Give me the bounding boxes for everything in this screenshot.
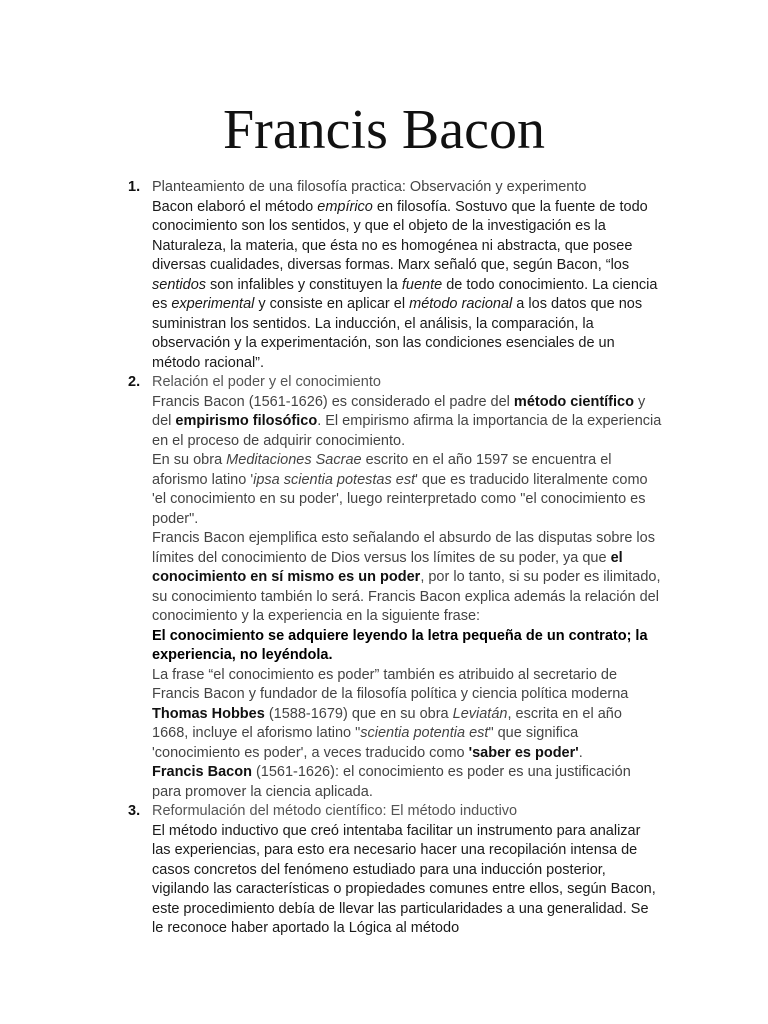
text-run: ipsa scientia potestas est — [253, 471, 416, 488]
item-number: 1. — [128, 179, 141, 195]
text-run: (1561-1626): el conocimiento es poder es una justificación para promover la ciencia aplicada. — [152, 764, 631, 800]
section-body — [152, 198, 662, 374]
text-run: La frase “el conocimiento es poder” también es atribuido al secretario de Francis Bacon y fundador de la filosofía política y ciencia política moderna — [152, 666, 629, 702]
text-run: a los datos que nos suministran los sentidos. La inducción, el análisis, la comparación, la observación y la experimentación, son las condiciones esenciales de un método racional”. — [152, 296, 643, 371]
text-run: escrito en el año 1597 se encuentra el aforismo latino ' — [152, 452, 612, 488]
text-run: empirismo filosófico — [175, 413, 318, 429]
text-run: Leviatán — [452, 705, 508, 722]
text-run: Meditaciones Sacrae — [226, 452, 362, 468]
list-item-2 — [128, 373, 662, 802]
section-heading: Planteamiento de una filosofía practica: Observación y experimento — [152, 179, 587, 195]
page-title: Francis Bacon — [223, 99, 545, 161]
text-run: En su obra — [152, 452, 227, 468]
text-run: sentidos — [152, 276, 207, 293]
text-run: y consiste en aplicar el — [254, 296, 410, 312]
text-run: . — [578, 744, 583, 761]
text-run: Francis Bacon — [152, 764, 252, 780]
text-run: fuente — [401, 276, 443, 293]
list-item-3 — [128, 802, 662, 939]
paragraph — [152, 529, 662, 627]
text-run: Francis Bacon ejemplifica esto señalando el absurdo de las disputas sobre los límites del conocimiento de Dios versus los límites de su poder, ya que — [152, 530, 655, 566]
section-list — [128, 178, 662, 939]
paragraph — [152, 763, 662, 802]
list-item-1 — [128, 178, 662, 373]
text-run: Bacon elaboró el método — [152, 198, 318, 215]
section-heading: Reformulación del método científico: El método inductivo — [152, 803, 518, 819]
paragraph — [152, 393, 662, 452]
text-run: en filosofía. Sostuvo que la fuente de todo conocimiento son los sentidos, y que el objeto de la investigación es la Naturaleza, la materia, que ésta no es homogénea ni abstracta, que posee diversas cualidades, diversas formas. Marx señaló que, según Bacon, “los — [152, 198, 648, 273]
text-run: son infalibles y constituyen la — [206, 276, 402, 293]
text-run: método científico — [513, 393, 634, 410]
text-run: . El empirismo afirma la importancia de la experiencia en el proceso de adquirir conocimiento. — [152, 413, 662, 449]
text-run: y del — [152, 393, 646, 429]
section-heading: Relación el poder y el conocimiento — [152, 374, 381, 390]
paragraph — [152, 666, 662, 764]
item-number: 2. — [128, 374, 141, 390]
text-run: (1588-1679) que en su obra — [264, 705, 453, 722]
text-run: ' que es traducido literalmente como 'el conocimiento en su poder', luego reinterpretado como "el conocimiento es poder". — [152, 471, 648, 527]
text-run: de todo conocimiento. La ciencia es — [152, 276, 658, 312]
text-run: el conocimiento en sí mismo es un poder — [152, 549, 623, 585]
section-body: El método inductivo que creó intentaba facilitar un instrumento para analizar las experiencias, para esto era necesario hacer una recopilación intensa de casos concretos del fenómeno estudiado para una inducción posterior, vigilando las características o propiedades comunes entre ellos, según Bacon, este procedimiento debía de llevar las particularidades a una generalidad. Se le reconoce haber aportado la Lógica al método — [152, 822, 656, 936]
text-run: " que significa 'conocimiento es poder', a veces traducido como — [152, 725, 579, 761]
text-run: Thomas Hobbes — [152, 705, 265, 722]
item-number: 3. — [128, 803, 141, 819]
text-run: , por lo tanto, si su poder es ilimitado, su conocimiento también lo será. Francis Bacon explica además la relación del conocimiento y la experiencia en la siguiente frase: — [152, 569, 661, 624]
text-run: experimental — [171, 296, 255, 312]
text-run: 'saber es poder' — [468, 744, 579, 761]
text-run: método racional — [409, 296, 513, 312]
text-run: , escrita en el año 1668, incluye el aforismo latino " — [152, 705, 622, 741]
text-run: scientia potentia est — [360, 725, 489, 741]
text-run: Francis Bacon (1561-1626) es considerado el padre del — [152, 393, 514, 410]
paragraph — [152, 451, 662, 529]
quote: El conocimiento se adquiere leyendo la letra pequeña de un contrato; la experiencia, no leyéndola. — [152, 627, 648, 663]
text-run: empírico — [317, 198, 373, 215]
